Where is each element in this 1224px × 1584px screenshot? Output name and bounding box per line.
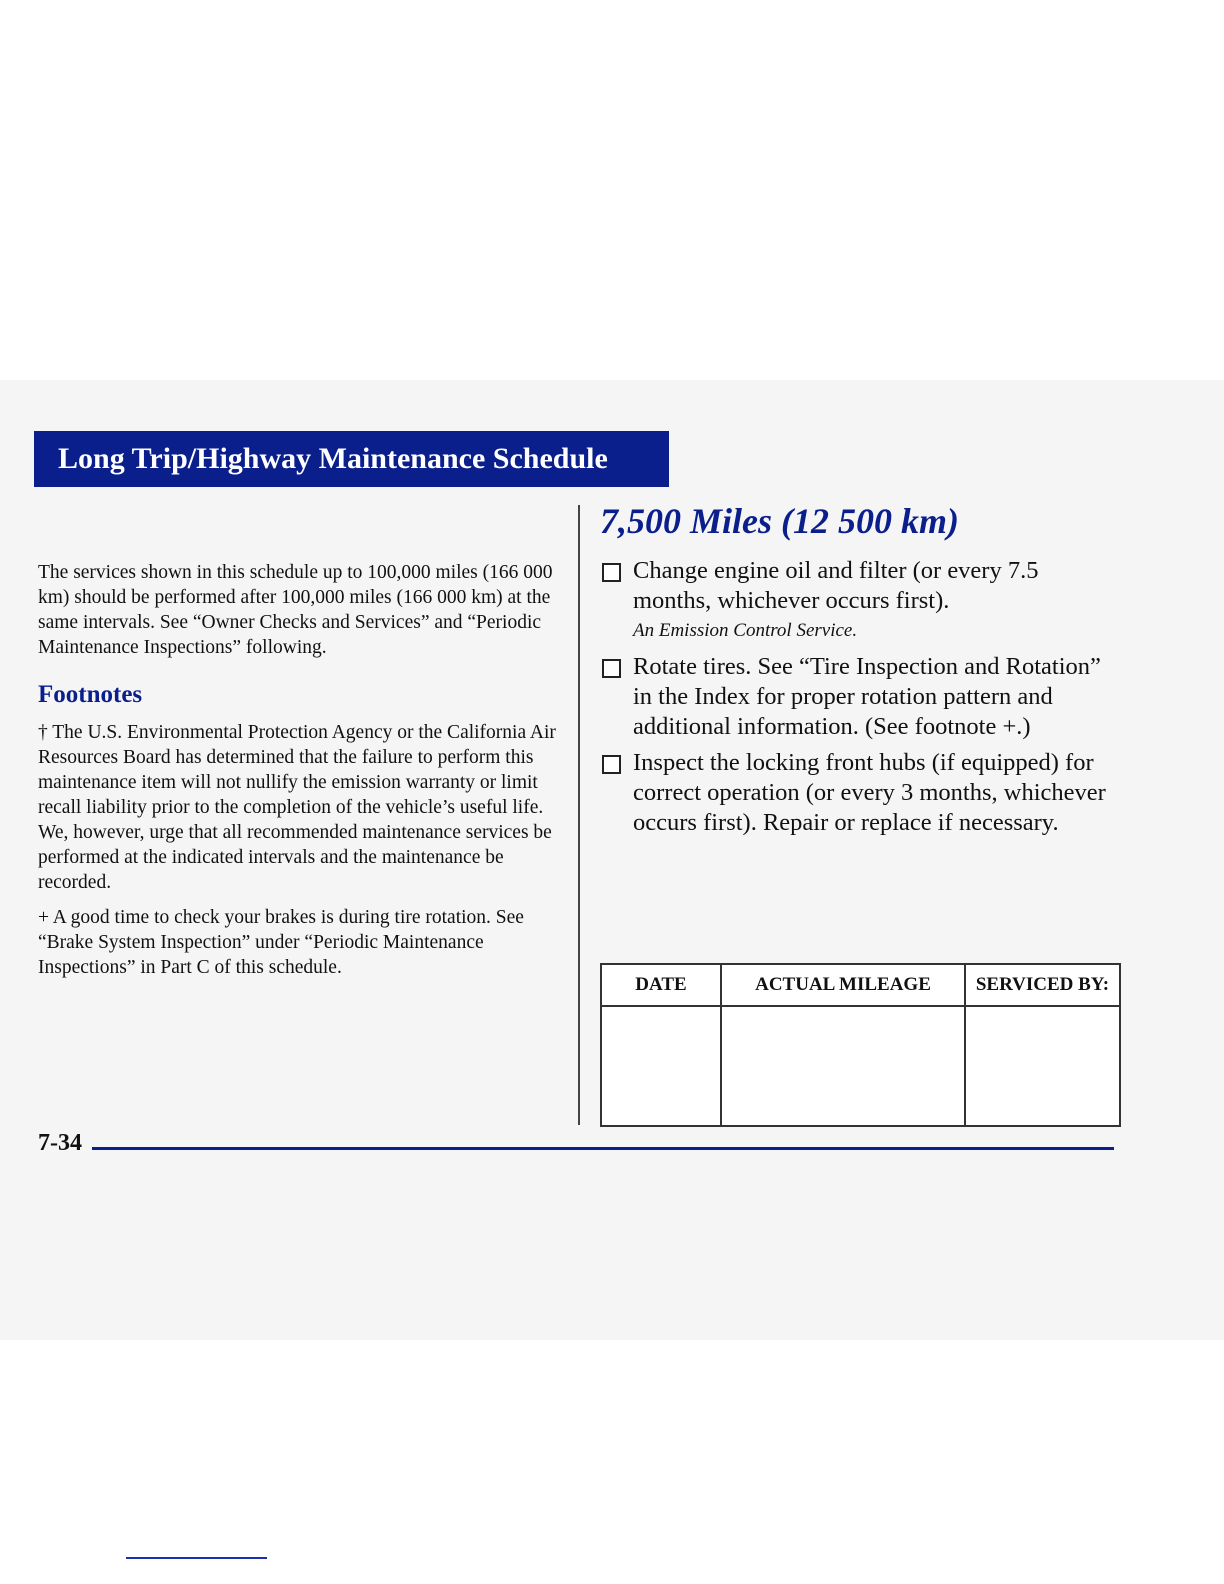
footer-rule xyxy=(92,1147,1114,1150)
page-number: 7-34 xyxy=(38,1130,82,1156)
task-item-oil-change xyxy=(602,556,1122,646)
task-item-rotate-tires xyxy=(602,652,1122,742)
checkbox-icon[interactable] xyxy=(602,755,621,774)
intro-paragraph: The services shown in this schedule up to 100,000 miles (166 000 km) should be performed after 100,000 miles (166 000 km) at the same intervals. See “Owner Checks and Services” and “Periodic Maintenance Inspections” following. xyxy=(38,562,553,658)
task-text: Change engine oil and filter (or every 7.5 months, whichever occurs first). xyxy=(633,557,1039,614)
date-entry-cell[interactable] xyxy=(601,1006,721,1126)
footnote-plus: + A good time to check your brakes is during tire rotation. See “Brake System Inspection” under “Periodic Maintenance Inspections” in Part C of this schedule. xyxy=(38,907,524,978)
mileage-entry-cell[interactable] xyxy=(721,1006,965,1126)
bottom-rule xyxy=(126,1557,267,1559)
checkbox-icon[interactable] xyxy=(602,659,621,678)
task-text: Rotate tires. See “Tire Inspection and Rotation” in the Index for proper rotation pattern and additional information. (See footnote +.) xyxy=(633,653,1101,740)
task-item-inspect-hubs xyxy=(602,748,1122,838)
interval-heading: 7,500 Miles (12 500 km) xyxy=(600,501,959,541)
checkbox-icon[interactable] xyxy=(602,563,621,582)
left-column xyxy=(38,560,563,990)
service-record-table xyxy=(600,963,1121,1127)
column-header-date: DATE xyxy=(601,964,721,1006)
task-checklist xyxy=(602,556,1122,844)
column-header-actual-mileage: ACTUAL MILEAGE xyxy=(721,964,965,1006)
column-header-serviced-by: SERVICED BY: xyxy=(965,964,1120,1006)
page-title: Long Trip/Highway Maintenance Schedule xyxy=(34,431,669,487)
footnote-dagger: † The U.S. Environmental Protection Agency or the California Air Resources Board has determined that the failure to perform this maintenance item will not nullify the emission warranty or limit recall liability prior to the completion of the vehicle’s useful life. We, however, urge that all recommended maintenance services be performed at the indicated intervals and the maintenance be recorded. xyxy=(38,722,556,893)
footnotes-heading: Footnotes xyxy=(38,681,143,708)
task-text: Inspect the locking front hubs (if equipped) for correct operation (or every 3 months, whichever occurs first). Repair or replace if necessary. xyxy=(633,749,1106,836)
emission-note: An Emission Control Service. xyxy=(633,620,858,641)
serviced-by-entry-cell[interactable] xyxy=(965,1006,1120,1126)
column-divider xyxy=(578,505,580,1125)
